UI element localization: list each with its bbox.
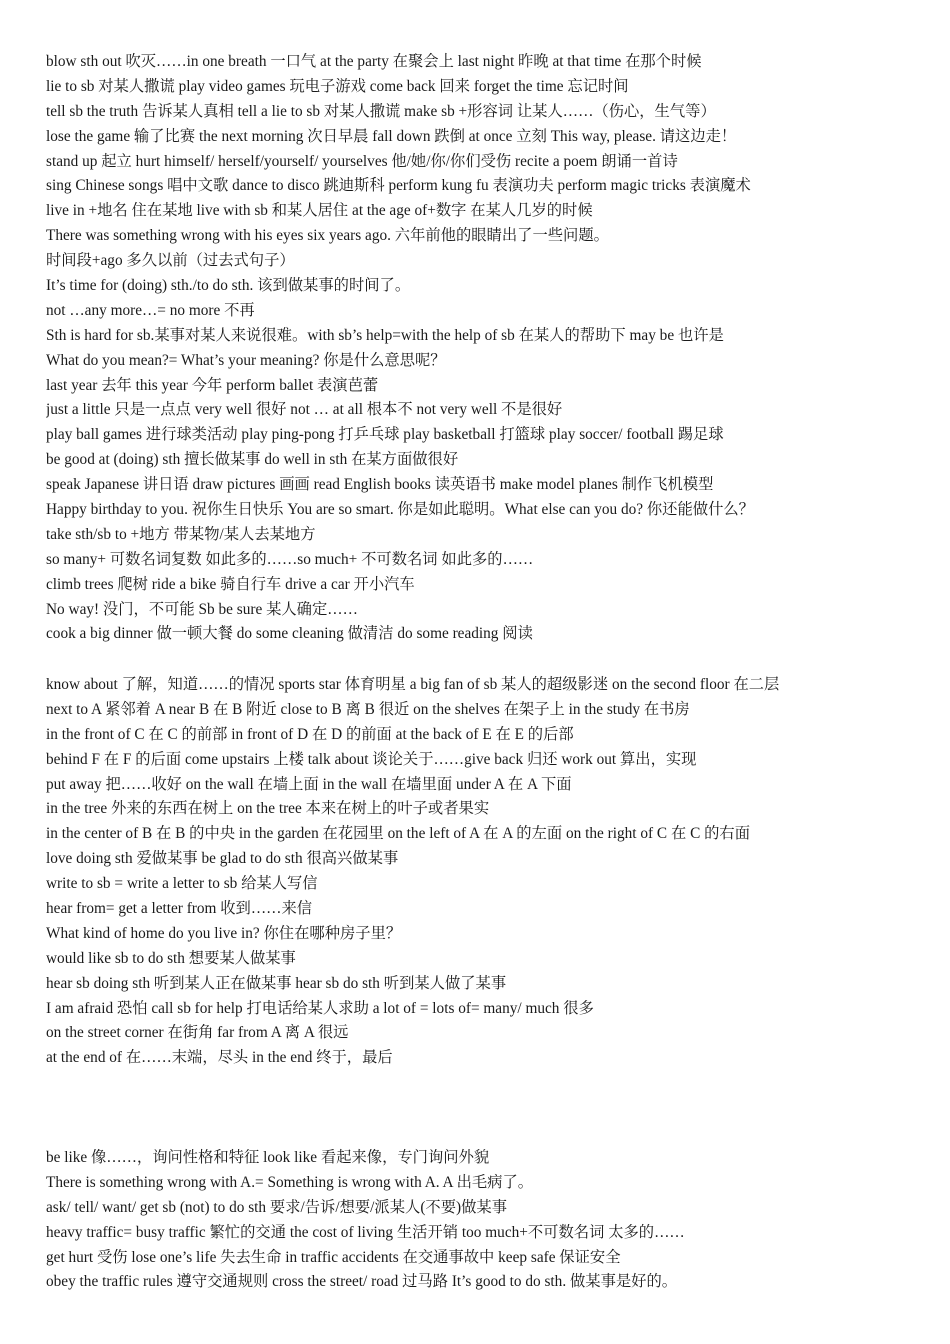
text-line: at the end of 在……末端，尽头 in the end 终于，最后: [46, 1049, 393, 1067]
text-line: lose the game 输了比赛 the next morning 次日早晨 fall down 跌倒 at once 立刻 This way, please. 请这边走！: [46, 127, 737, 145]
text-line: blow sth out 吹灭……in one breath 一口气 at the party 在聚会上 last night 昨晚 at that time 在那个时候: [46, 53, 702, 70]
vocabulary-section-1: [46, 50, 936, 647]
text-line: stand up 起立 hurt himself/ herself/yourself/ yourselves 他/她/你/你们受伤 recite a poem 朗诵一首诗: [46, 152, 678, 170]
text-line: just a little 只是一点点 very well 很好 not … at all 根本不 not very well 不是很好: [46, 401, 563, 419]
text-line: in the tree 外来的东西在树上 on the tree 本来在树上的叶子或者果实: [46, 800, 490, 818]
text-line: put away 把……收好 on the wall 在墙上面 in the wall 在墙里面 under A 在 A 下面: [46, 775, 572, 793]
text-line: take sth/sb to +地方 带某物/某人去某地方: [46, 525, 316, 543]
text-line: No way! 没门，不可能 Sb be sure 某人确定……: [46, 600, 358, 618]
text-line: I am afraid 恐怕 call sb for help 打电话给某人求助 a lot of = lots of= many/ much 很多: [46, 999, 594, 1017]
text-line: live in +地名 住在某地 live with sb 和某人居住 at the age of+数字 在某人几岁的时候: [46, 202, 593, 220]
text-line: Happy birthday to you. 祝你生日快乐 You are so smart. 你是如此聪明。What else can you do? 你还能做什么？: [46, 501, 754, 519]
text-line: What do you mean?= What’s your meaning? 你是什么意思呢？: [46, 351, 446, 369]
text-line: hear from= get a letter from 收到……来信: [46, 900, 313, 918]
text-line: not …any more…= no more 不再: [46, 301, 255, 319]
text-line: 时间段+ago 多久以前（过去式句子）: [46, 252, 295, 270]
text-line: ask/ tell/ want/ get sb (not) to do sth 要求/告诉/想要/派某人(不要)做某事: [46, 1198, 507, 1216]
text-line: know about 了解，知道……的情况 sports star 体育明星 a big fan of sb 某人的超级影迷 on the second floor 在二层: [46, 676, 780, 693]
text-line: be like 像……，询问性格和特征 look like 看起来像，专门询问外貌: [46, 1149, 490, 1166]
text-line: love doing sth 爱做某事 be glad to do sth 很高兴做某事: [46, 850, 399, 868]
text-line: get hurt 受伤 lose one’s life 失去生命 in traffic accidents 在交通事故中 keep safe 保证安全: [46, 1248, 621, 1266]
text-line: last year 去年 this year 今年 perform ballet 表演芭蕾: [46, 376, 379, 394]
text-line: There is something wrong with A.= Something is wrong with A. A 出毛病了。: [46, 1173, 534, 1191]
text-line: play ball games 进行球类活动 play ping-pong 打乒乓球 play basketball 打篮球 play soccer/ football 踢足球: [46, 426, 724, 444]
text-line: What kind of home do you live in? 你住在哪种房子里？: [46, 924, 402, 942]
text-line: so many+ 可数名词复数 如此多的……so much+ 不可数名词 如此多的……: [46, 550, 534, 568]
text-line: in the center of B 在 B 的中央 in the garden 在花园里 on the left of A 在 A 的左面 on the right of C 在 C 的右面: [46, 825, 751, 843]
text-line: on the street corner 在街角 far from A 离 A 很远: [46, 1024, 349, 1042]
text-line: cook a big dinner 做一顿大餐 do some cleaning 做清洁 do some reading 阅读: [46, 625, 533, 643]
text-line: tell sb the truth 告诉某人真相 tell a lie to sb 对某人撒谎 make sb +形容词 让某人……（伤心，生气等）: [46, 102, 716, 120]
text-line: sing Chinese songs 唱中文歌 dance to disco 跳迪斯科 perform kung fu 表演功夫 perform magic tricks 表演魔术: [46, 177, 751, 195]
text-line: There was something wrong with his eyes six years ago. 六年前他的眼睛出了一些问题。: [46, 227, 609, 245]
text-line: heavy traffic= busy traffic 繁忙的交通 the cost of living 生活开销 too much+不可数名词 太多的……: [46, 1223, 685, 1241]
text-line: obey the traffic rules 遵守交通规则 cross the street/ road 过马路 It’s good to do sth. 做某事是好的。: [46, 1273, 678, 1291]
text-line: speak Japanese 讲日语 draw pictures 画画 read English books 读英语书 make model planes 制作飞机模型: [46, 476, 714, 494]
text-line: write to sb = write a letter to sb 给某人写信: [46, 875, 318, 893]
text-line: hear sb doing sth 听到某人正在做某事 hear sb do sth 听到某人做了某事: [46, 974, 507, 992]
vocabulary-section-2: [46, 673, 936, 1071]
text-line: climb trees 爬树 ride a bike 骑自行车 drive a car 开小汽车: [46, 575, 415, 593]
text-line: Sth is hard for sb.某事对某人来说很难。with sb’s help=with the help of sb 在某人的帮助下 may be 也许是: [46, 326, 724, 344]
text-line: It’s time for (doing) sth./to do sth. 该到做某事的时间了。: [46, 277, 411, 295]
text-line: would like sb to do sth 想要某人做某事: [46, 949, 296, 967]
text-line: be good at (doing) sth 擅长做某事 do well in sth 在某方面做很好: [46, 451, 459, 469]
text-line: behind F 在 F 的后面 come upstairs 上楼 talk about 谈论关于……give back 归还 work out 算出，实现: [46, 750, 697, 768]
vocabulary-section-3: [46, 1146, 936, 1295]
text-line: in the front of C 在 C 的前部 in front of D 在 D 的前面 at the back of E 在 E 的后部: [46, 725, 574, 743]
text-line: next to A 紧邻着 A near B 在 B 附近 close to B 离 B 很近 on the shelves 在架子上 in the study 在书房: [46, 700, 690, 718]
text-line: lie to sb 对某人撒谎 play video games 玩电子游戏 come back 回来 forget the time 忘记时间: [46, 77, 629, 95]
